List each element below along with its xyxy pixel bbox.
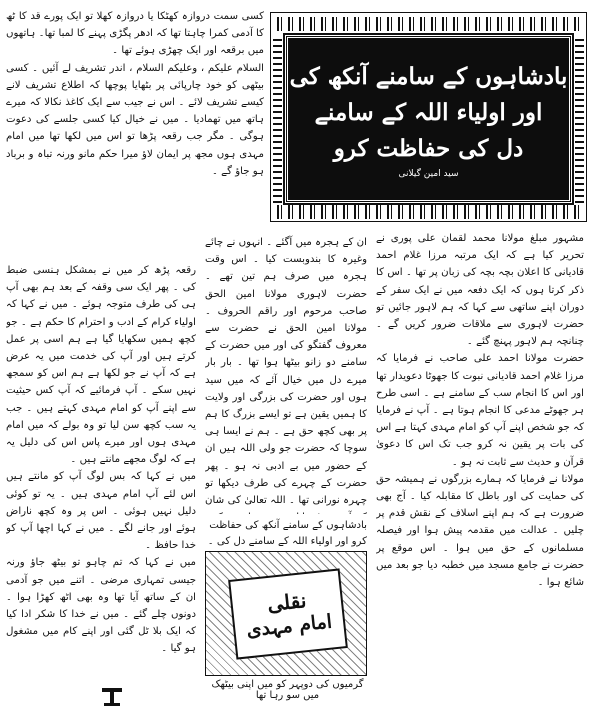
paragraph: حضرت مولانا احمد علی صاحب نے فرمایا کہ مرزا غلام احمد قادیانی نبوت کا جھوٹا دعویدار تھا اور اس کا انجام سب کے سامنے ہے ۔ اسی طرح ہر جھوٹے مدعی کا انجام ہوتا ہے ۔ آپ نے فرمایا کہ جو شخص اپنے آپ کو امام مہدی کہتا ہے اس کی بات پر یقین نہ کرو جب تک اس کا دعویٰ قرآن و حدیث سے ثابت نہ ہو ۔: [376, 353, 584, 468]
pull-quote: بادشاہوں کے سامنے آنکھ کی حفاظت کرو اور اولیاء اللہ کے سامنے دل کی ۔: [207, 520, 367, 547]
inset-card: [228, 568, 348, 659]
title-frame: [285, 35, 572, 203]
paragraph: مشہور مبلغ مولانا محمد لقمان علی پوری نے تحریر کیا ہے کہ ایک مرتبہ مرزا غلام احمد قادیانی کا اعلان بچہ بچہ کی زبان پر تھا ۔ اس کا ذکر کرتا ہوں کہ ایک دفعہ میں نے ایک سفر کے دوران اپنے ساتھی سے کہا کہ ہم لاہور جائیں تو حضرت لاہوری سے ملاقات ضرور کریں گے ۔ چنانچہ ہم لاہور پہنچ گئے ۔: [376, 233, 584, 348]
paragraph: ان کے ہجرہ میں آگئے ۔ انہوں نے چائے وغیرہ کا بندوبست کیا ۔ اس وقت ہجرہ میں صرف ہم تین تھے ۔ حضرت لاہوری مولانا امین الحق صاحب مرحوم اور راقم الحروف ۔ مولانا امین الحق نے حضرت سے معروف گفتگو کی اور میں حضرت کے سامنے دو زانو بیٹھا ہوا تھا ۔ بار بار میرے دل میں خیال آئے کہ میں سید ہوں اور حضرت کی بزرگی اور ولایت کا ہمیں یقین ہے تو ایسے بزرگ کا ہم پر بھی کچھ حق ہے ۔ ہم نے ایسا ہی سوچا کہ حضرت جو ولی اللہ ہیں ان کے حضور میں بے ادبی نہ ہو ۔ پھر حضرت کے چہرے کی طرف دیکھا تو چہرہ نورانی تھا ۔ اللہ تعالیٰ کی شان: [205, 237, 367, 507]
paragraph: مولانا نے فرمایا کہ ہمارے بزرگوں نے ہمیشہ حق کی حمایت کی اور باطل کا مقابلہ کیا ۔ آج بھی ضرورت ہے کہ ہم اپنے اسلاف کے نقش قدم پر چلیں ۔ عدالت میں مقدمہ پیش ہوا اور فیصلہ مسلمانوں کے حق میں ہوا ۔ اس موقع پر حضرت نے جامع مسجد میں خطبہ دیا جو بعد میں شائع ہوا ۔: [376, 473, 584, 589]
paragraph: رقعہ پڑھ کر میں نے بمشکل ہنسی ضبط کی ۔ پھر ایک سی وقفہ کے بعد ہم بھی آپ ہی کی طرف متوجہ ہوئے ۔ میں نے کہا کہ اولیاء کرام کے ادب و احترام کا حکم ہے ۔ جو کچھ ہمیں سکھایا گیا ہے ہم اسی پر عمل کرتے ہیں اور آپ کی خدمت میں یہ عرض ہے کہ آپ نے جو لکھا ہے ہم اس کو سمجھ نہیں سکے ۔ آپ فرمائیے کہ آپ کس حیثیت سے اپنے آپ کو امام مہدی کہتے ہیں ۔ جب یہ سب کچھ سن لیا تو وہ بولے کہ میں امام مہدی ہوں اور میرے پاس اس کی دلیل یہ ہے کہ لوگ مجھے مانتے ہیں ۔: [6, 265, 196, 466]
title-box: [270, 12, 587, 222]
bottom-ornament: [277, 205, 580, 219]
title-line-2: اور اولیاء اللہ کے سامنے: [314, 99, 543, 126]
emblem-icon: [100, 686, 124, 708]
bottom-caption: گرمیوں کی دوپہر کو میں اپنی بیٹھک میں سو رہا تھا: [211, 679, 364, 701]
top-ornament: [277, 17, 580, 31]
paragraph: میں نے کہا کہ تم چاہو تو بیٹھ جاؤ ورنہ جیسی تمہاری مرضی ۔ اتنے میں جو آدمی ان کے ساتھ آیا تھا وہ بھی اٹھ کھڑا ہوا ۔ دونوں چلے گئے ۔ میں نے خدا کا شکر ادا کیا کہ ایک بلا ٹل گئی اور اپنے کام میں مشغول ہو گیا ۔: [6, 557, 196, 655]
inset-title-top: نقلی: [266, 588, 308, 617]
title-line-1: بادشاہوں کے سامنے آنکھ کی: [289, 63, 568, 90]
left-ornament: [273, 35, 282, 203]
paragraph: میں نے کہا کہ بس لوگ آپ کو مانتے ہیں اس لئے آپ امام مہدی ہیں ۔ یہ تو کوئی دلیل نہیں ہوئی ۔ اس پر وہ کچھ ناراض ہوئے اور جانے لگے ۔ میں نے کہا اچھا آپ کو خدا حافظ ۔: [6, 471, 196, 552]
author-byline: سید امین گیلانی: [398, 169, 459, 179]
right-ornament: [575, 35, 584, 203]
right-column: [376, 230, 584, 708]
title-line-3: دل کی حفاظت کرو: [333, 135, 524, 162]
left-column-bottom: [6, 262, 196, 682]
paragraph: السلام علیکم ، وعلیکم السلام ، اندر تشریف لے آئیں ۔ کسی بیٹھی کو خود چارپائی پر بٹھایا پوچھا کہ اطلاع تشریف لانے کیسے تشریف لائے ۔ اس نے جیب سے ایک کاغذ نکالا کہ میرے ہاتھ میں تھمادیا ۔ میں نے خیال کیا کسی جلسے کی دعوت ہوگی ۔ مگر جب رقعہ پڑھا تو اس میں لکھا تھا میں امام مہدی ہوں مجھ پر ایمان لاؤ میرا حکم مانو ورنہ تباہ و برباد ہو جاؤ گے ۔: [6, 62, 264, 177]
inset-title-bottom: امام مہدی: [245, 610, 334, 642]
middle-column: [205, 234, 367, 514]
inset-illustration: [205, 551, 367, 676]
left-column-top: [6, 8, 264, 251]
paragraph: کسی سمت دروازہ کھٹکا یا دروازہ کھلا تو ایک پورے قد کا ٹھ کا آدمی کمرا چاہتا تھا کہ ادھر پگڑی پہنے کا لمبا تھا۔ ہاتھوں میں برقعہ اور ایک چھڑی ہوئے تھا ۔: [6, 11, 264, 57]
